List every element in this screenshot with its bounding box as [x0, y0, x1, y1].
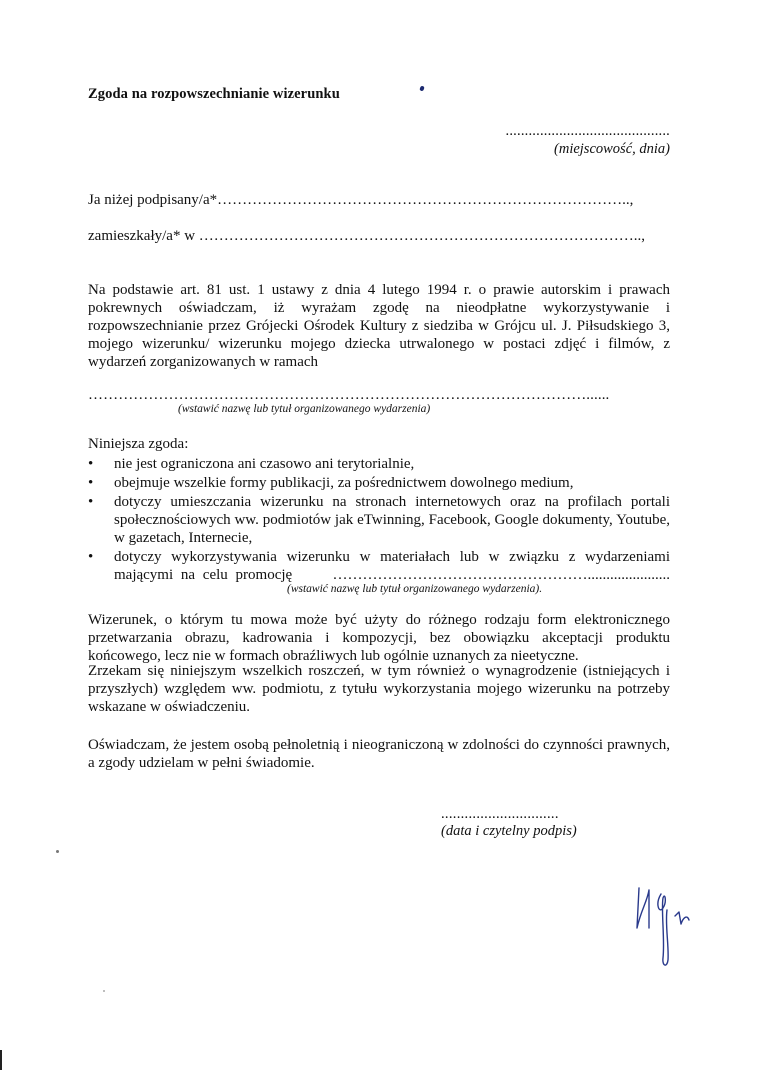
bullet-text: dotyczy wykorzystywania wizerunku w materiałach lub w związku z wydarzeniami — [114, 549, 670, 565]
list-item — [88, 548, 670, 584]
place-date-dots: ........................................... — [505, 123, 670, 139]
consent-intro: Niniejsza zgoda: — [88, 436, 189, 452]
image-usage-paragraph: Wizerunek, o którym tu mowa może być użyty do różnego rodzaju form elektronicznego przetwarzania obrazu, kadrowania i kompozycji, bez obowiązku akceptacji produktu końcowego, lecz nie w formach obraźliwych lub ogólnie uznanych za nieetyczne. — [88, 612, 670, 664]
promo-event-dots: ……………………………………………...................... — [332, 567, 670, 583]
consent-bullet-list — [88, 455, 670, 585]
bullet-text: obejmuje wszelkie formy publikacji, za pośrednictwem dowolnego medium, — [114, 475, 574, 491]
document-title: Zgoda na rozpowszechnianie wizerunku — [88, 86, 340, 102]
legal-basis-paragraph: Na podstawie art. 81 ust. 1 ustawy z dnia 4 lutego 1994 r. o prawie autorskim i prawach pokrewnych oświadczam, iż wyrażam zgodę na nieodpłatne wykorzystywanie i rozpowszechnianie przez Grójecki Ośrodek Kultury z siedziba w Grójcu ul. J. Piłsudskiego 3, mojego wizerunku/ wizerunku mojego dziecka utrwalonego w postaci zdjęć i filmów, z wydarzeń zorganizowanych w ramach — [88, 282, 670, 370]
event-name-caption: (wstawić nazwę lub tytuł organizowanego wydarzenia) — [178, 403, 431, 415]
scan-speck — [103, 990, 105, 992]
promo-event-caption: (wstawić nazwę lub tytuł organizowanego wydarzenia). — [287, 583, 543, 595]
bullet-marker: • — [88, 456, 94, 472]
bullet-text: mającymi na celu promocję — [114, 567, 293, 583]
list-item — [88, 493, 670, 547]
place-date-field — [470, 123, 670, 158]
signature-caption: (data i czytelny podpis) — [441, 823, 577, 839]
ink-speck — [419, 85, 424, 91]
handwritten-signature — [625, 880, 705, 970]
bullet-marker: • — [88, 494, 94, 510]
declaration-paragraph: Oświadczam, że jestem osobą pełnoletnią i nieograniczoną w zdolności do czynności prawnych, a zgody udzielam w pełni świadomie. — [88, 737, 670, 771]
bullet-promo-line — [114, 566, 670, 584]
bullet-marker: • — [88, 475, 94, 491]
waiver-paragraph: Zrzekam się niniejszym wszelkich roszczeń, w tym również o wynagrodzenie (istniejących i przyszłych) względem ww. podmiotu, z tytułu wykorzystania mojego wizerunku na potrzeby wskazane w oświadczeniu. — [88, 663, 670, 715]
scan-edge-mark — [0, 1050, 2, 1070]
list-item — [88, 474, 670, 492]
list-item — [88, 455, 670, 473]
bullet-text: nie jest ograniczona ani czasowo ani terytorialnie, — [114, 456, 415, 472]
bullet-marker: • — [88, 549, 94, 565]
scan-speck — [56, 850, 59, 853]
signature-dots: .............................. — [441, 806, 559, 822]
place-date-caption: (miejscowość, dnia) — [554, 141, 670, 157]
signer-address-line: zamieszkały/a* w …………………………………………………………………………….., — [88, 228, 646, 244]
bullet-text: dotyczy umieszczania wizerunku na stronach internetowych oraz na profilach portali społecznościowych ww. podmiotów jak eTwinning, Facebook, Google dokumenty, Youtube, w gazetach, Internecie, — [114, 494, 670, 546]
event-name-dots: ………………………………………………………………………………………...... — [88, 387, 610, 403]
signer-name-line: Ja niżej podpisany/a*……………………………………………………………………….., — [88, 192, 634, 208]
